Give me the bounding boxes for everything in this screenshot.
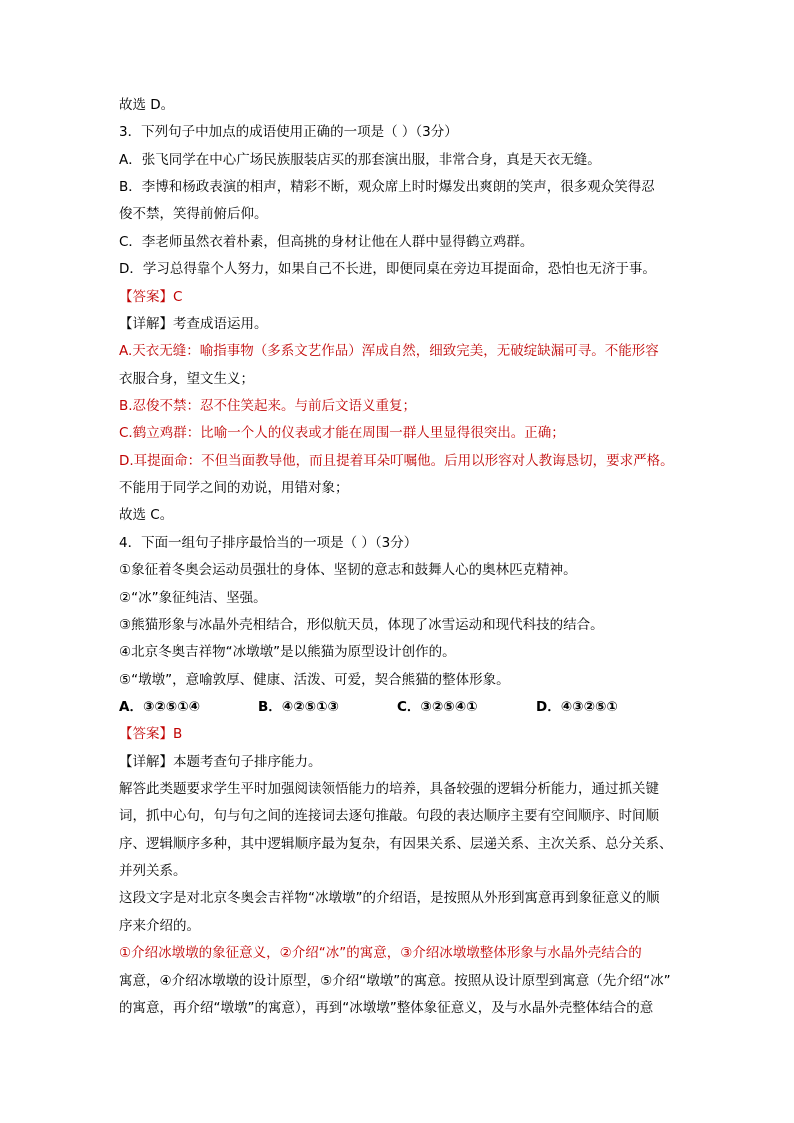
question-3-stem: 3．下列句子中加点的成语使用正确的一项是（ ）（3分）: [119, 124, 458, 140]
question-3-explanation-title: 【详解】考查成语运用。: [119, 316, 268, 332]
question-3-option-b-cont: 俊不禁，笑得前俯后仰。: [119, 206, 268, 222]
question-3-option-c: C．李老师虽然衣着朴素，但高挑的身材让他在人群中显得鹤立鸡群。: [119, 234, 534, 250]
question-4-option-d: D．④③②⑤①: [536, 699, 618, 715]
sentence-5: ⑤“墩墩”，意喻敦厚、健康、活泼、可爱，契合熊猫的整体形象。: [119, 672, 510, 688]
explanation-para-1-line-4: 并列关系。: [119, 863, 187, 879]
sentence-4: ④北京冬奥吉祥物“冰墩墩”是以熊猫为原型设计创作的。: [119, 644, 456, 660]
question-4-answer: 【答案】B: [119, 726, 183, 742]
explanation-para-1-line-2: 词，抓中心句，句与句之间的连接词去逐句推敲。句段的表达顺序主要有空间顺序、时间顺: [119, 808, 659, 824]
explanation-para-2-line-1: 这段文字是对北京冬奥会吉祥物“冰墩墩”的介绍语，是按照从外形到寓意再到象征意义的顺: [119, 890, 660, 906]
question-3-option-b: B．李博和杨政表演的相声，精彩不断，观众席上时时爆发出爽朗的笑声，很多观众笑得忍: [119, 179, 655, 195]
explanation-b: B.忍俊不禁：忍不住笑起来。与前后文语义重复；: [119, 398, 417, 414]
question-4-explanation-title: 【详解】本题考查句子排序能力。: [119, 754, 322, 770]
question-4-option-a: A．③②⑤①④: [119, 699, 201, 715]
question-3-option-a: A．张飞同学在中心广场民族服装店买的那套演出服，非常合身，真是天衣无缝。: [119, 152, 601, 168]
explanation-para-3-line-2: 寓意，④介绍冰墩墩的设计原型，⑤介绍“墩墩”的寓意。按照从设计原型到寓意（先介绍“冰”: [119, 973, 671, 989]
explanation-d-cont: 不能用于同学之间的劝说，用错对象；: [119, 480, 349, 496]
conclusion-q2: 故选 D。: [119, 97, 175, 113]
sentence-1: ①象征着冬奥会运动员强壮的身体、坚韧的意志和鼓舞人心的奥林匹克精神。: [119, 562, 577, 578]
question-4-option-c: C．③②⑤④①: [397, 699, 478, 715]
sentence-3: ③熊猫形象与冰晶外壳相结合，形似航天员，体现了冰雪运动和现代科技的结合。: [119, 617, 604, 633]
question-3-option-d: D．学习总得靠个人努力，如果自己不长进，即便同桌在旁边耳提面命，恐怕也无济于事。: [119, 261, 656, 277]
explanation-a: A.天衣无缝：喻指事物（多系文艺作品）浑成自然，细致完美，无破绽缺漏可寻。不能形容: [119, 343, 659, 359]
sentence-2: ②“冰”象征纯洁、坚强。: [119, 590, 267, 606]
question-3-answer: 【答案】C: [119, 289, 183, 305]
explanation-c: C.鹤立鸡群：比喻一个人的仪表或才能在周围一群人里显得很突出。正确；: [119, 425, 565, 441]
explanation-a-cont: 衣服合身，望文生义；: [119, 371, 254, 387]
explanation-d: D.耳提面命：不但当面教导他，而且提着耳朵叮嘱他。后用以形容对人教诲恳切，要求严格。: [119, 453, 674, 469]
conclusion-q3: 故选 C。: [119, 507, 174, 523]
explanation-para-1-line-1: 解答此类题要求学生平时加强阅读领悟能力的培养，具备较强的逻辑分析能力，通过抓关键: [119, 781, 659, 797]
explanation-para-3-line-1: ①介绍冰墩墩的象征意义，②介绍“冰”的寓意，③介绍冰墩墩整体形象与水晶外壳结合的: [119, 945, 642, 961]
explanation-para-1-line-3: 序、逻辑顺序多种，其中逻辑顺序最为复杂，有因果关系、层递关系、主次关系、总分关系、: [119, 836, 673, 852]
question-4-stem: 4．下面一组句子排序最恰当的一项是（ ）（3分）: [119, 535, 418, 551]
question-4-option-b: B．④②⑤①③: [258, 699, 339, 715]
explanation-para-3-line-3: 的寓意，再介绍“墩墩”的寓意），再到“冰墩墩”整体象征意义，及与水晶外壳整体结合的意: [119, 1000, 654, 1016]
explanation-para-2-line-2: 序来介绍的。: [119, 918, 200, 934]
